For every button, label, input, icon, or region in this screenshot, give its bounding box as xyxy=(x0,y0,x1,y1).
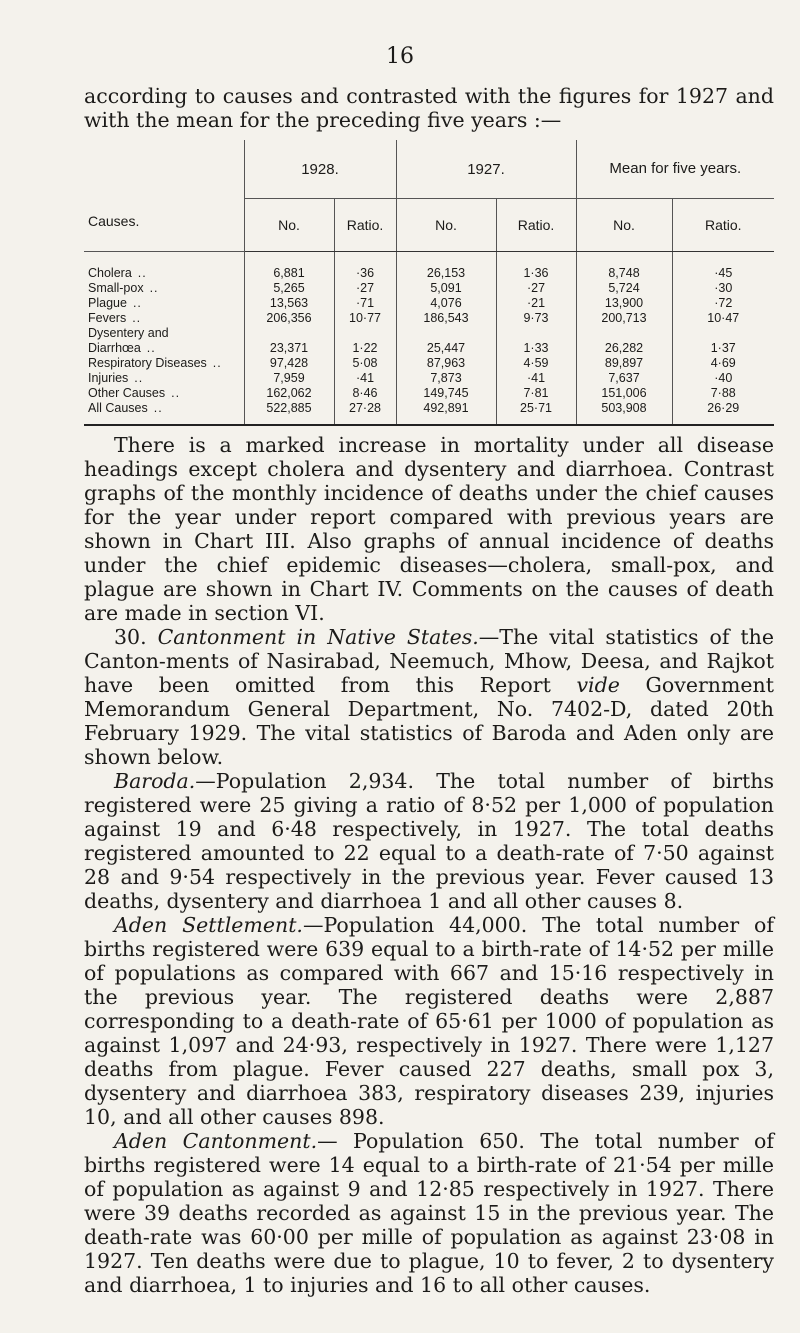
table-row xyxy=(84,341,774,356)
cause-cell xyxy=(84,281,244,296)
cause-cell xyxy=(84,326,244,341)
leader-dots: .. xyxy=(171,386,181,400)
paragraph-mortality-comments: There is a marked increase in mortality under all disease headings except cholera and dysentery and diarrhoea. Contrast graphs of the monthly incidence of deaths under the chief causes for the year under report compared with previous years are shown in Chart III. Also graphs of annual incidence of deaths under the chief epidemic diseases—cholera, small-pox, and plague are shown in Chart IV. Comments on the causes of death are made in section VI. xyxy=(84,433,774,625)
number-cell: 25,447 xyxy=(396,341,496,356)
table-row xyxy=(84,401,774,416)
number-cell: 200,713 xyxy=(576,311,672,326)
cause-name: Respiratory Diseases xyxy=(88,356,207,370)
ratio-cell xyxy=(334,326,396,341)
number-cell: 26,282 xyxy=(576,341,672,356)
leader-dots: .. xyxy=(153,401,163,415)
ratio-cell: 7·81 xyxy=(496,386,576,401)
number-cell: 206,356 xyxy=(244,311,334,326)
number-cell: 23,371 xyxy=(244,341,334,356)
intro-paragraph: according to causes and contrasted with the figures for 1927 and with the mean for the preceding five years :— xyxy=(84,84,774,132)
ratio-cell: ·72 xyxy=(672,296,774,311)
ratio-cell: 7·88 xyxy=(672,386,774,401)
number-cell: 492,891 xyxy=(396,401,496,416)
number-cell: 13,900 xyxy=(576,296,672,311)
aden-settlement-title: Aden Settlement. xyxy=(114,913,303,937)
group-header-1927: 1927. xyxy=(396,140,576,199)
ratio-cell: 10·47 xyxy=(672,311,774,326)
body-text xyxy=(84,433,774,1297)
sub-header-no: No. xyxy=(244,199,334,252)
ratio-cell: 4·69 xyxy=(672,356,774,371)
number-cell: 162,062 xyxy=(244,386,334,401)
ratio-cell: 25·71 xyxy=(496,401,576,416)
number-cell: 97,428 xyxy=(244,356,334,371)
cause-name: Other Causes xyxy=(88,386,166,400)
paragraph-text: —The vital statistics of the Canton-ments of Nasirabad, Neemuch, Mhow, Deesa, and Rajkot have been omitted from this Report xyxy=(84,625,774,697)
section-number: 30. xyxy=(114,625,147,649)
ratio-cell: ·41 xyxy=(496,371,576,386)
number-cell: 7,959 xyxy=(244,371,334,386)
cause-name: Cholera xyxy=(88,266,132,280)
ratio-cell: ·21 xyxy=(496,296,576,311)
group-header-mean: Mean for five years. xyxy=(576,140,774,199)
number-cell: 4,076 xyxy=(396,296,496,311)
number-cell: 26,153 xyxy=(396,266,496,281)
number-cell xyxy=(244,326,334,341)
ratio-cell: 1·37 xyxy=(672,341,774,356)
leader-dots: .. xyxy=(132,296,142,310)
table-row xyxy=(84,356,774,371)
ratio-cell: ·36 xyxy=(334,266,396,281)
section-title: Cantonment in Native States. xyxy=(157,625,479,649)
cause-cell xyxy=(84,311,244,326)
mortality-table xyxy=(84,140,774,426)
paragraph-cantonments xyxy=(84,625,774,769)
leader-dots: .. xyxy=(134,371,144,385)
number-cell: 6,881 xyxy=(244,266,334,281)
sub-header-ratio: Ratio. xyxy=(334,199,396,252)
baroda-title: Baroda. xyxy=(114,769,196,793)
paragraph-aden-settlement xyxy=(84,913,774,1129)
leader-dots: .. xyxy=(137,266,147,280)
ratio-cell: 1·22 xyxy=(334,341,396,356)
number-cell: 89,897 xyxy=(576,356,672,371)
cause-name: Fevers xyxy=(88,311,127,325)
ratio-cell xyxy=(672,326,774,341)
ratio-cell: ·40 xyxy=(672,371,774,386)
ratio-cell: 5·08 xyxy=(334,356,396,371)
leader-dots: .. xyxy=(212,356,222,370)
ratio-cell: 1·36 xyxy=(496,266,576,281)
cause-cell xyxy=(84,341,244,356)
table-row xyxy=(84,386,774,401)
number-cell: 186,543 xyxy=(396,311,496,326)
number-cell: 7,873 xyxy=(396,371,496,386)
table-row xyxy=(84,371,774,386)
ratio-cell: ·71 xyxy=(334,296,396,311)
table-row xyxy=(84,281,774,296)
ratio-cell: 8·46 xyxy=(334,386,396,401)
sub-header-no: No. xyxy=(576,199,672,252)
cause-name: Dysentery and xyxy=(88,326,169,340)
ratio-cell: 27·28 xyxy=(334,401,396,416)
aden-cantonment-title: Aden Cantonment. xyxy=(114,1129,318,1153)
paragraph-baroda xyxy=(84,769,774,913)
cause-name: Plague xyxy=(88,296,127,310)
leader-dots: .. xyxy=(149,281,159,295)
table-row xyxy=(84,311,774,326)
vide-word: vide xyxy=(576,673,620,697)
paragraph-text: —Population 2,934. The total number of births registered were 25 giving a ratio of 8·52 per 1,000 of population against 19 and 6·48 respectively, in 1927. The total deaths registered amounted to 22 equal to a death-rate of 7·50 against 28 and 9·54 respectively in the previous year. Fever caused 13 deaths, dysentery and diarrhoea 1 and all other causes 8. xyxy=(84,769,774,913)
page-number: 16 xyxy=(386,44,414,69)
cause-cell xyxy=(84,401,244,416)
ratio-cell: ·27 xyxy=(334,281,396,296)
table-group-header-row xyxy=(84,140,774,199)
number-cell: 5,724 xyxy=(576,281,672,296)
causes-header: Causes. xyxy=(84,140,244,252)
leader-dots: .. xyxy=(146,341,156,355)
paragraph-text: — Population 650. The total number of births registered were 14 equal to a birth-rate of 21·54 per mille of population as against 9 and 12·85 respectively in 1927. There were 39 deaths recorded as against 15 in the previous year. The death-rate was 60·00 per mille of population as against 23·08 in 1927. Ten deaths were due to plague, 10 to fever, 2 to dysentery and diarrhoea, 1 to injuries and 16 to all other causes. xyxy=(84,1129,774,1297)
cause-name: Diarrhœa xyxy=(88,341,141,355)
sub-header-no: No. xyxy=(396,199,496,252)
number-cell: 151,006 xyxy=(576,386,672,401)
ratio-cell: 4·59 xyxy=(496,356,576,371)
number-cell: 13,563 xyxy=(244,296,334,311)
paragraph-aden-cantonment xyxy=(84,1129,774,1297)
ratio-cell: ·27 xyxy=(496,281,576,296)
number-cell: 8,748 xyxy=(576,266,672,281)
ratio-cell: 26·29 xyxy=(672,401,774,416)
table-row xyxy=(84,296,774,311)
ratio-cell: 10·77 xyxy=(334,311,396,326)
ratio-cell: 1·33 xyxy=(496,341,576,356)
number-cell: 5,091 xyxy=(396,281,496,296)
number-cell xyxy=(576,326,672,341)
cause-cell xyxy=(84,356,244,371)
number-cell xyxy=(396,326,496,341)
cause-cell xyxy=(84,296,244,311)
sub-header-ratio: Ratio. xyxy=(672,199,774,252)
cause-name: All Causes xyxy=(88,401,148,415)
cause-cell xyxy=(84,371,244,386)
table-row xyxy=(84,266,774,281)
ratio-cell xyxy=(496,326,576,341)
number-cell: 522,885 xyxy=(244,401,334,416)
ratio-cell: ·30 xyxy=(672,281,774,296)
group-header-1928: 1928. xyxy=(244,140,396,199)
ratio-cell: ·45 xyxy=(672,266,774,281)
number-cell: 7,637 xyxy=(576,371,672,386)
ratio-cell: 9·73 xyxy=(496,311,576,326)
number-cell: 149,745 xyxy=(396,386,496,401)
cause-name: Injuries xyxy=(88,371,129,385)
table-row xyxy=(84,326,774,341)
cause-cell xyxy=(84,266,244,281)
number-cell: 503,908 xyxy=(576,401,672,416)
number-cell: 87,963 xyxy=(396,356,496,371)
number-cell: 5,265 xyxy=(244,281,334,296)
leader-dots: .. xyxy=(132,311,142,325)
cause-name: Small-pox xyxy=(88,281,144,295)
sub-header-ratio: Ratio. xyxy=(496,199,576,252)
paragraph-text: Government Memorandum General Department, No. 7402-D, dated 20th February 1929. The vital statistics of Baroda and Aden only are shown below. xyxy=(84,673,774,769)
ratio-cell: ·41 xyxy=(334,371,396,386)
paragraph-text: —Population 44,000. The total number of births registered were 639 equal to a birth-rate of 14·52 per mille of populations as compared with 667 and 15·16 respectively in the previous year. The registered deaths were 2,887 corresponding to a death-rate of 65·61 per 1000 of population as against 1,097 and 24·93, respectively in 1927. There were 1,127 deaths from plague. Fever caused 227 deaths, small pox 3, dysentery and diarrhoea 383, respiratory diseases 239, injuries 10, and all other causes 898. xyxy=(84,913,774,1129)
cause-cell xyxy=(84,386,244,401)
